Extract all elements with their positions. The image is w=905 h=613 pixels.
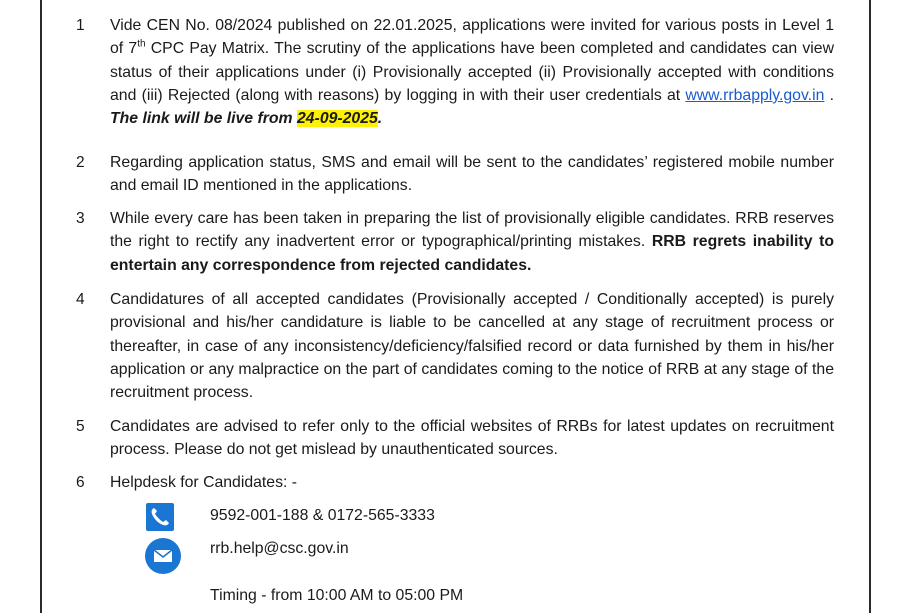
item-3-text-a: While every care has been taken in preparing the list of provisionally eligible candidates. RRB reserves the right to rectify any inadvertent error or typographical/printing mistakes. [110,210,834,251]
item-number: 2 [76,154,85,171]
item-number: 4 [76,291,85,308]
item-1-text [110,14,834,130]
mail-icon [145,538,181,574]
phone-icon [146,503,174,531]
item-number: 5 [76,418,85,435]
item-number: 1 [76,17,85,34]
rrbapply-link[interactable]: www.rrbapply.gov.in [685,86,825,104]
helpdesk-phone: 9592-001-188 & 0172-565-3333 [210,507,435,524]
live-date: 24-09-2025 [296,110,378,128]
item-3-text [110,207,834,277]
item-5-text: Candidates are advised to refer only to the official websites of RRBs for latest updates on recruitment process. Please do not get mislead by unauthenticated sources. [110,418,834,459]
helpdesk-email[interactable]: rrb.help@csc.gov.in [210,540,349,557]
item-6-text: Helpdesk for Candidates: - [110,474,298,491]
item-number: 3 [76,210,85,227]
superscript-th: th [137,39,146,51]
helpdesk-timing: Timing - from 10:00 AM to 05:00 PM [210,587,464,604]
item-1-text-c: . [824,86,834,104]
item-1-text-a: Vide CEN No. 08/2024 published on 22.01.2025, applications were invited for various posts in Level 1 of 7 [110,17,834,58]
item-2-text: Regarding application status, SMS and email will be sent to the candidates’ registered mobile number and email ID mentioned in the applications. [110,154,834,195]
item-4-text: Candidatures of all accepted candidates (Provisionally accepted / Conditionally accepted) is purely provisional and his/her candidature is liable to be cancelled at any stage of recruitment process or thereafter, in case of any inconsistency/deficiency/falsified record or data furnished by them in his/her application or any malpractice on the part of candidates coming to the notice of RRB at any stage of the recruitment process. [110,291,834,402]
live-date-notice: The link will be live from [110,110,297,128]
item-1-text-b: CPC Pay Matrix. The scrutiny of the applications have been completed and candidates can view status of their applications under (i) Provisionally accepted (ii) Provisionally accepted with conditions and (iii) Rejected (along with reasons) by logging in with their user credentials at [110,40,834,104]
live-date-end: . [377,110,383,128]
item-number: 6 [76,474,85,491]
item-3-bold: RRB regrets inability to entertain any correspondence from rejected candidates. [110,233,834,274]
